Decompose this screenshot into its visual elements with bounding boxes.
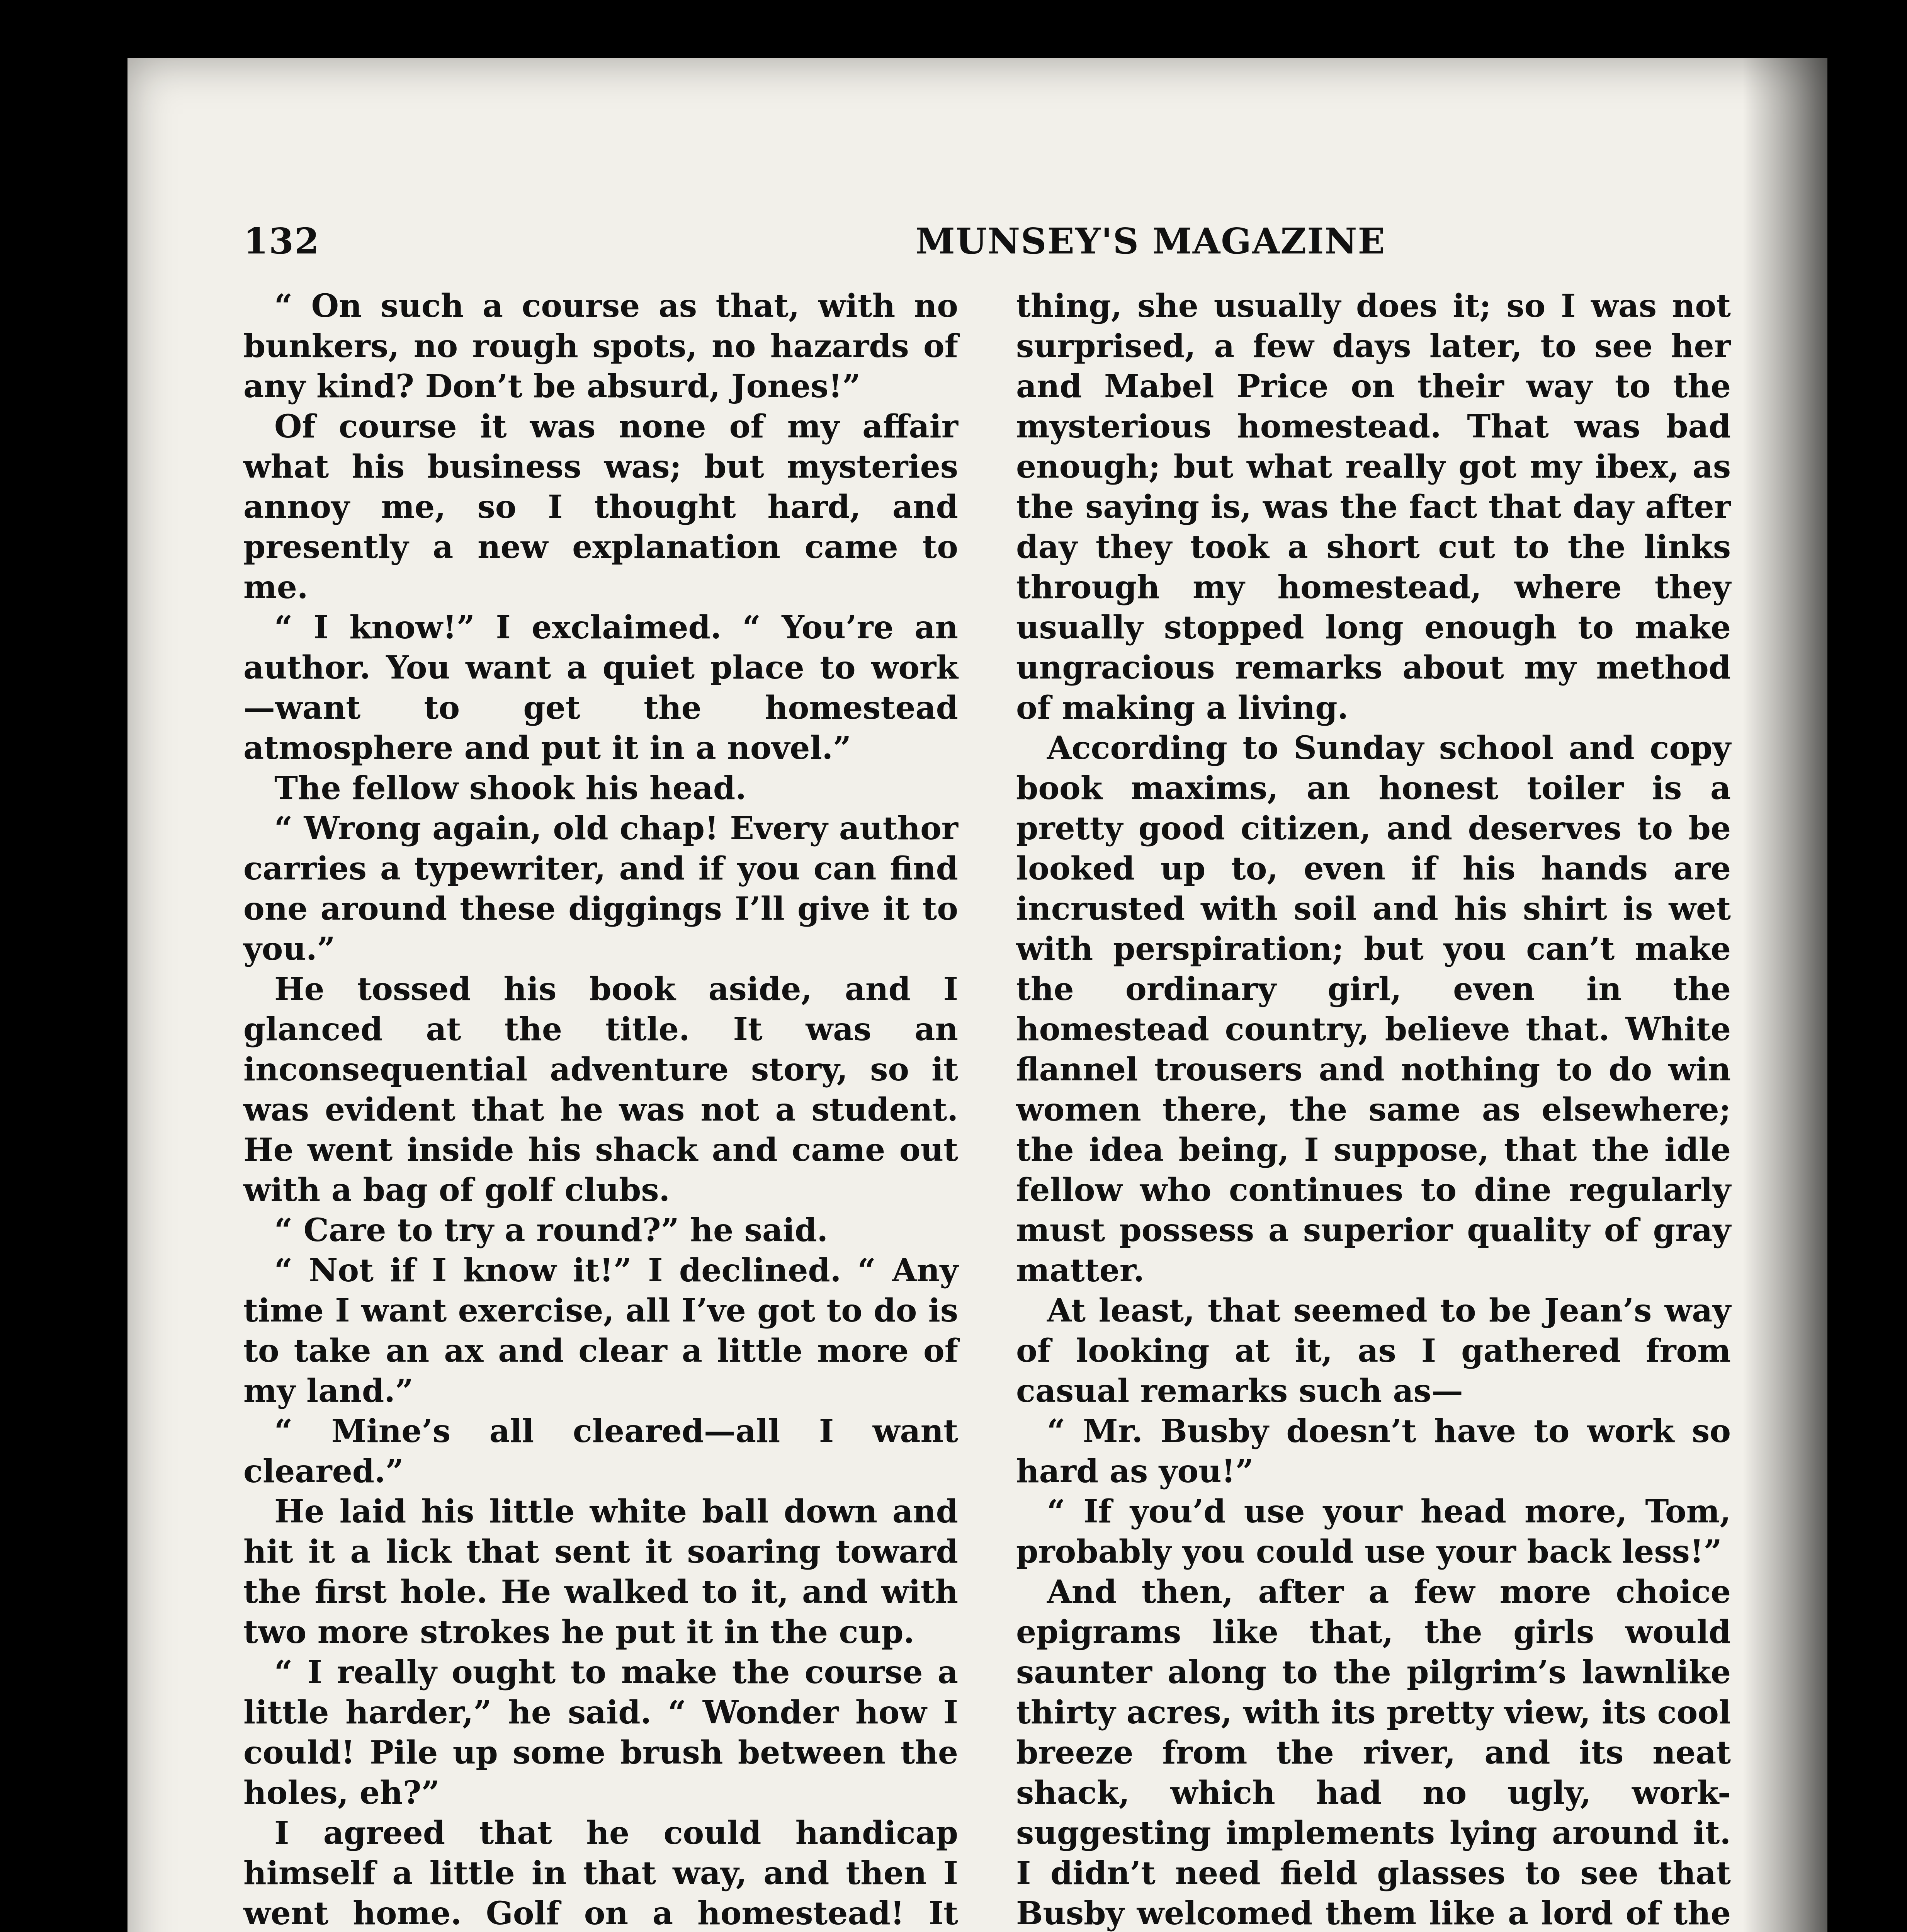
left-column: [243, 286, 958, 1932]
paragraph: And then, after a few more choice epigrams like that, the girls would saunter along to the pilgrim’s lawnlike thirty acres, with its pretty view, its cool breeze from the river, and its neat shack, which had no ugly, work-suggesting implements lying around it. I didn’t need field glasses to see that Busby welcomed them like a lord of the: [1016, 1573, 1731, 1932]
page-number: 132: [243, 220, 320, 262]
paragraph: “ I really ought to make the course a little harder,” he said. “ Wonder how I could! Pile up some brush between the holes, eh?”: [243, 1654, 958, 1811]
paragraph: “ If you’d use your head more, Tom, probably you could use your back less!”: [1016, 1493, 1731, 1570]
paragraph: He laid his little white ball down and hit it a lick that sent it soaring toward the first hole. He walked to it, and with two more strokes he put it in the cup.: [243, 1493, 958, 1651]
paragraph: According to Sunday school and copy book maxims, an honest toiler is a pretty good citizen, and deserves to be looked up to, even if his hands are incrusted with soil and his shirt is wet with perspiration; but you can’t make the ordinary girl, even in the homestead country, believe that. White flannel trousers and nothing to do win women there, the same as elsewhere; the idea being, I suppose, that the idle fellow who continues to dine regularly must possess a superior quality of gray matter.: [1016, 730, 1731, 1289]
magazine-page: [127, 58, 1827, 1932]
paragraph: I agreed that he could handicap himself a little in that way, and then I went home. Golf on a homestead! It: [243, 1815, 958, 1932]
right-column: [1016, 286, 1731, 1932]
page-header: [243, 220, 1704, 274]
paragraph: “ Not if I know it!” I declined. “ Any time I want exercise, all I’ve got to do is to take an ax and clear a little more of my land.”: [243, 1252, 958, 1410]
paragraph: “ Care to try a round?” he said.: [274, 1212, 828, 1249]
paragraph: He tossed his book aside, and I glanced at the title. It was an inconsequential adventure story, so it was evident that he was not a student. He went inside his shack and came out with a bag of golf clubs.: [243, 971, 958, 1209]
paragraph: The fellow shook his head.: [274, 770, 746, 807]
continuation-paragraph: thing, she usually does it; so I was not surprised, a few days later, to see her and Mabel Price on their way to the mysterious homestead. That was bad enough; but what really got my ibex, as the saying is, was the fact that day after day they took a short cut to the links through my homestead, where they usually stopped long enough to make ungracious remarks about my method of making a living.: [1016, 287, 1731, 726]
paragraph: “ On such a course as that, with no bunkers, no rough spots, no hazards of any kind? Don’t be absurd, Jones!”: [243, 287, 958, 405]
paragraph: “ I know!” I exclaimed. “ You’re an author. You want a quiet place to work—want to get the homestead atmosphere and put it in a novel.”: [243, 609, 958, 767]
running-title: MUNSEY'S MAGAZINE: [916, 220, 1386, 262]
paragraph: “ Mine’s all cleared—all I want cleared.”: [243, 1413, 958, 1490]
paragraph: At least, that seemed to be Jean’s way of looking at it, as I gathered from casual remarks such as—: [1016, 1292, 1731, 1410]
paragraph: “ Mr. Busby doesn’t have to work so hard as you!”: [1016, 1413, 1731, 1490]
page-edge-shadow: [1742, 58, 1827, 1932]
paragraph: “ Wrong again, old chap! Every author carries a typewriter, and if you can find one around these diggings I’ll give it to you.”: [243, 810, 958, 968]
paragraph: Of course it was none of my affair what his business was; but mysteries annoy me, so I thought hard, and presently a new explanation came to me.: [243, 408, 958, 606]
